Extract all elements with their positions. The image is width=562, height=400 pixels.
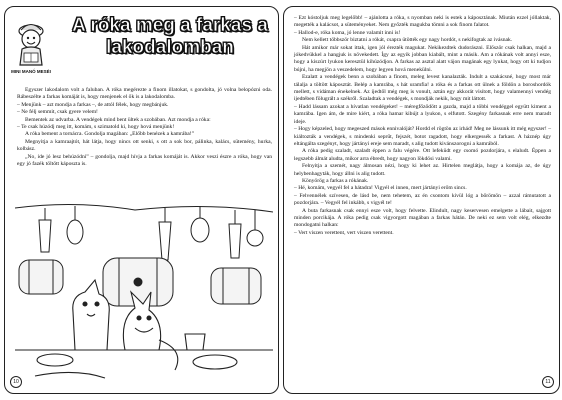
paragraph: – Hadd lássam azokat a hívatlan vendégeket! – méregfőződött a gazda, majd a többi vendéggel együtt kiment a kamrába. Igen ám, de mire kiért, a róka hamar kibújt a lyukon, s elfutott. Szegény farkasnak erre nem maradt ideje. [294, 103, 551, 125]
paragraph: „No, ide jó lesz behúzódni” – gondolja, majd hívja a farkas komáját is. Akkor veszi észre a róka, hogy van egy jó fazék töltött káposzta is. [17, 153, 272, 168]
paragraph: A buta farkasnak csak ennyi esze volt, hogy felvette. Elindult, nagy keservesen emelgette a lábait, sajgott minden porcikája. A róka pedig csak vigyorgott magában a farkas hátán. De neki ez sem volt elég, elkezdte mondogatni halkan: [294, 207, 551, 229]
paragraph: Nem kellett többször biztatni a rókát, csapra ütötték egy nagy hordót, s nekifogtak az ivásnak. [302, 37, 513, 44]
paragraph: Felnyitja a szemét, nagy álmosan nézi, hogy ki lehet az. Hirtelen meglátja, hogy a komája az, de úgy helybenhagyták, hogy állni is alig tudott. [294, 163, 551, 177]
page-number: 10 [10, 376, 22, 388]
paragraph: Könyörög a farkas a rókának. [302, 177, 369, 184]
paragraph: Hát amikor már sokat ittak, igen jól érezték magukat. Nekikezdtek dudorászni. Először csak halkan, majd a jókedvükkel a hangjuk is növekedett. Így az egyik jobban kiabált, mint a másik. Am a rókának volt annyi esze, hogy a kiszúrt lyukon keresztül kihúzódjon. A farkas az asztal alatt vájon magának egy lyukat, hogy ott ki tudjon bújni, ha megjön a veszedelem, hogy legyen hová menekülni. [294, 44, 551, 73]
left-story-text [17, 87, 272, 168]
story-title: A róka meg a farkas a lakodalomban [72, 15, 268, 58]
paragraph: – Ne félj semmit, csak gyere velem! [17, 109, 98, 116]
paragraph: Megnyitja a kamraajtót, hát látja, hogy nincs ott senki, s ott a sok bor, pálinka, kalács, sütemény, hurka, kolbász. [17, 138, 272, 153]
paragraph: – Hé, komám, vegyél fel a hátadra! Vigyél el innen, mert jártányi erőm sincs. [294, 185, 467, 192]
mascot-caption: MINI MANÓ MESÉI [11, 69, 51, 74]
fox-and-wolf-in-pantry-illustration [15, 200, 273, 392]
paragraph: – Hallod-e, róka koma, jó lenne valamit inni is! [294, 29, 401, 36]
paragraph: – Vert viszen verettent, vert viszen verettent. [294, 229, 394, 236]
right-story-text [294, 15, 551, 237]
left-page [4, 6, 279, 394]
paragraph: – Hogy képzeled, hogy megeszed mások ennivalóját? Hordd el rögtön az irhád! Meg ne lássunk itt még egyszer! – kiáltozták a vendégek, s mindenki seprűt, fejszét, botot ragadott, hogy elkergessék a farkast. A háznép úgy eltángálta szegényt, hogy jártányi ereje sem maradt, s alig tudott kivánszorogni a kamrából. [294, 126, 551, 147]
mini-mano-mascot-icon [12, 17, 50, 69]
paragraph: A róka pedig szaladt, szaladt éppen a falu végére. Ott lefeküdt egy csomó pozdorjára, s elaludt. Éppen a legszebb álmát aludta, mikor arra ébredt, hogy nagyon lökdösi valami. [294, 148, 551, 162]
right-page [283, 6, 560, 394]
page-number: 11 [542, 376, 554, 388]
paragraph: Ezalatt a vendégek benn a szobában a finom, meleg levest kanalazták. Indult a szakácsné, hogy most már tálalja a töltött káposztát. Belép a kamrába, s hát uramfia! a róka és a farkas ott ülnek a földön a boroshordók mellett, s vidáman énekelnek. Az ijedtől még meg is vonult, aztán egy akkorát visított, hogy valamennyi vendég ijedtében fölugrált a székről. Szaladtak a vendégek, s mondják nekik, hogy mit láttott. [294, 74, 551, 103]
paragraph: Bementek az udvarba. A vendégek mind bent ültek a szobában. Azt mondja a róka: [25, 116, 211, 123]
paragraph: – Menjünk – azt mondja a farkas –, de attól félek, hogy megbánjuk. [17, 101, 169, 108]
paragraph: – Ezt kóstoljuk meg legelőbb! – ajánlotta a róka, s nyomban neki is estek a káposztának. Miután ezzel jóllaktak, megették a kalácsot, a süteményeket. Nem győzték magukba tömni a sok finom falatot. [294, 15, 551, 29]
paragraph: A róka bement a tornácra. Gondolja magában: „Előbb benézek a kamrába!” [25, 131, 195, 138]
paragraph: – Felvennélek szívesen, de lásd be, nem tehetem, az én csontom kivül lóg a bőrömön – azzal rámutatott a pozdorjára. – Vegyél fel inkább, s vigyél te! [294, 192, 551, 207]
paragraph: – Te csak húzódj meg itt, komám, s szimatold ki, hogy hová menjünk! [17, 124, 175, 131]
paragraph: Egyszer lakodalom volt a faluban. A róka megérezte a finom illatokat, s gondolta, jó volna belopózni oda. Rábeszélte a farkas komáját is, hogy menjenek el ők is a lakodalomba. [17, 87, 272, 101]
